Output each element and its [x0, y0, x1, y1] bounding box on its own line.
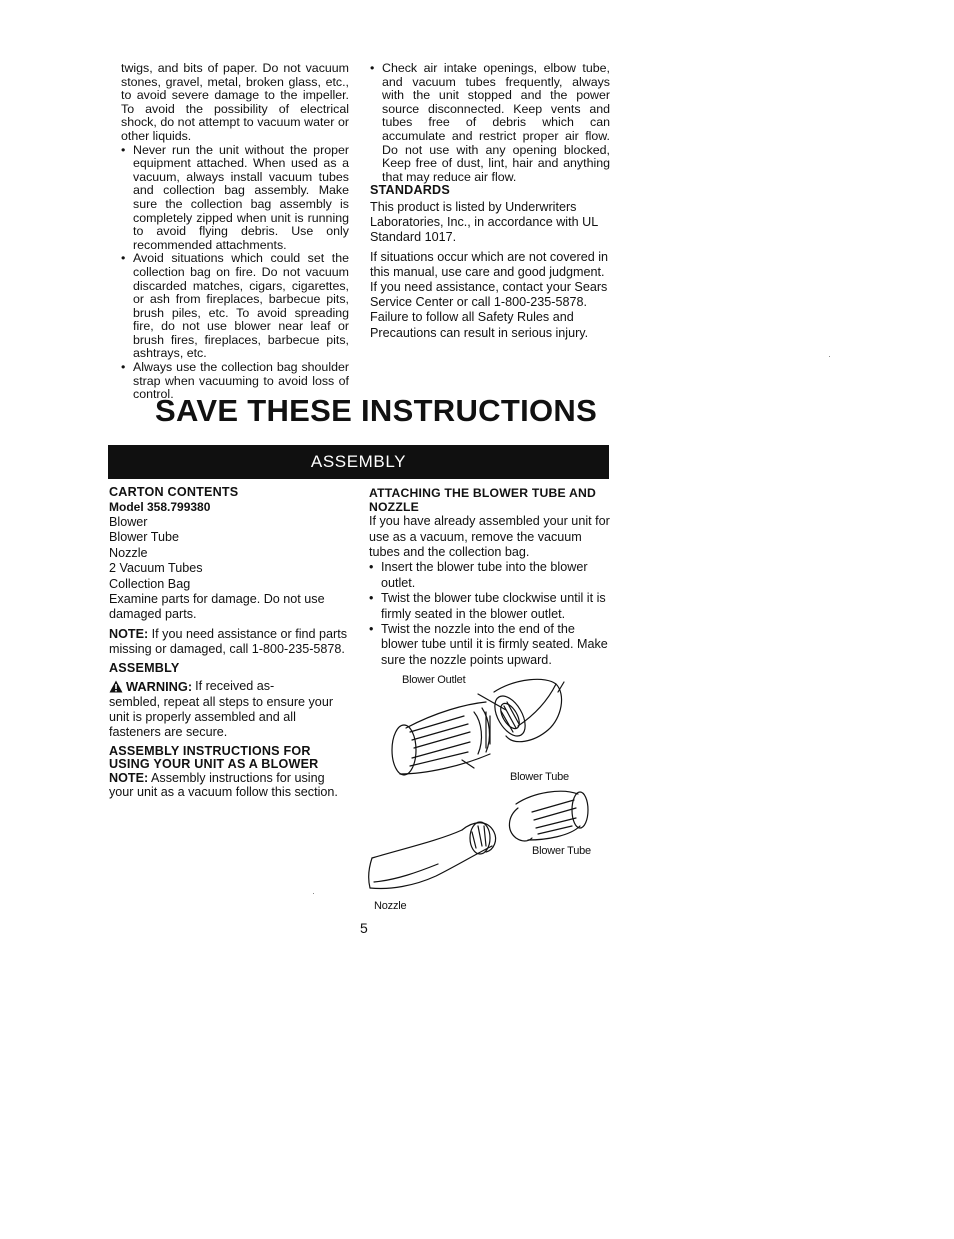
attaching-heading: ATTACHING THE BLOWER TUBE AND NOZZLE	[369, 486, 596, 514]
standards-heading: STANDARDS	[370, 183, 450, 198]
warning-label: WARNING:	[126, 679, 193, 695]
assembly-section-bar	[108, 445, 609, 479]
carton-contents-column	[109, 486, 349, 799]
bullet-fire-hazard: • Avoid situations which could set the collection bag on fire. Do not vacuum discarded matches, cigars, cigarettes, or ash from fireplaces, barbecue pits, brush piles, etc. To avoid spreading fire, do not use blower near leaf or brush fires, fireplaces, barbecue pits, ashtrays, etc.	[121, 252, 349, 361]
bullet-twist-tube: • Twist the blower tube clockwise until it is firmly seated in the blower outlet.	[369, 591, 611, 622]
carton-item: Nozzle	[109, 545, 148, 560]
carton-item: 2 Vacuum Tubes	[109, 561, 203, 576]
examine-text: Examine parts for damage. Do not use damaged parts.	[109, 592, 325, 622]
situations-text: If situations occur which are not covered in this manual, use care and good judgment. If you need assistance, contact your Sears Service Center or call 1-800-235-5878. Failure to follow all Safety Rules and Precautions can result in serious injury.	[370, 249, 609, 340]
warning-text-first: If received as-	[195, 679, 275, 694]
note2-label: NOTE:	[109, 771, 149, 786]
note-paragraph	[109, 627, 349, 658]
carton-contents-heading: CARTON CONTENTS	[109, 485, 239, 499]
save-instructions-title: SAVE THESE INSTRUCTIONS	[155, 393, 598, 428]
figure-label-blower-outlet: Blower Outlet	[402, 674, 466, 686]
bullet-proper-equipment: • Never run the unit without the proper equipment attached. When used as a vacuum, always install vacuum tubes and collection bag assembly. Make sure the collection bag assembly is completely zipped when unit is running to avoid flying debris. Use only recommended attachments.	[121, 144, 349, 253]
warning-triangle-icon	[109, 680, 123, 693]
intro-paragraph: twigs, and bits of paper. Do not vacuum stones, gravel, metal, broken glass, etc., to avoid severe damage to the impeller. To avoid the possibility of electrical shock, do not attempt to vacuum water or other liquids.	[121, 61, 349, 143]
attaching-intro: If you have already assembled your unit for use as a vacuum, remove the vacuum tubes and the collection bag.	[369, 514, 610, 559]
warning-row	[109, 679, 349, 694]
blower-tube-illustration	[366, 670, 616, 920]
bullet-shoulder-strap: • Always use the collection bag shoulder strap when vacuuming to avoid loss of control.	[121, 361, 349, 402]
figure-label-blower-tube-1: Blower Tube	[510, 771, 569, 783]
note-label: NOTE:	[109, 626, 149, 641]
warning-text-rest: sembled, repeat all steps to ensure your unit is properly assembled and all fasteners are secure.	[109, 694, 334, 740]
scan-speck	[313, 893, 314, 894]
attaching-blower-tube-column	[369, 487, 611, 668]
bullet-air-intake: • Check air intake openings, elbow tube, and vacuum tubes frequently, always with the unit stopped and the power source disconnected. Keep vents and tubes free of debris which can accumulate and restrict proper air flow. Do not use with any opening blocked, Keep free of dust, lint, hair and anything that may reduce air flow.	[370, 62, 610, 184]
figure-label-blower-tube-2: Blower Tube	[532, 845, 591, 857]
figure-label-nozzle: Nozzle	[374, 900, 407, 912]
assembly-bar-label: ASSEMBLY	[310, 452, 407, 471]
note2-text: Assembly instructions for using your unit as a vacuum follow this section.	[109, 771, 338, 799]
scan-speck	[829, 356, 830, 357]
safety-rules-right-column	[370, 62, 610, 341]
note-text: If you need assistance or find parts missing or damaged, call 1-800-235-5878.	[109, 626, 348, 657]
assembly-heading: ASSEMBLY	[109, 660, 180, 675]
assembly-figure	[366, 670, 616, 920]
model-number: Model 358.799380	[109, 499, 211, 514]
assembly-instructions-heading: ASSEMBLY INSTRUCTIONS FOR USING YOUR UNIT AS A BLOWER	[109, 743, 319, 772]
page-number: 5	[360, 920, 368, 936]
carton-item: Blower Tube	[109, 530, 180, 545]
standards-text: This product is listed by Underwriters Laboratories, Inc., in accordance with UL Standard 1017.	[370, 199, 598, 245]
bullet-twist-nozzle: • Twist the nozzle into the end of the blower tube until it is firmly seated. Make sure the nozzle points upward.	[369, 622, 611, 668]
safety-rules-left-column	[121, 62, 349, 402]
carton-item: Collection Bag	[109, 576, 191, 591]
carton-item: Blower	[109, 515, 148, 529]
note2-paragraph	[109, 772, 349, 799]
bullet-insert-tube: • Insert the blower tube into the blower outlet.	[369, 560, 611, 591]
